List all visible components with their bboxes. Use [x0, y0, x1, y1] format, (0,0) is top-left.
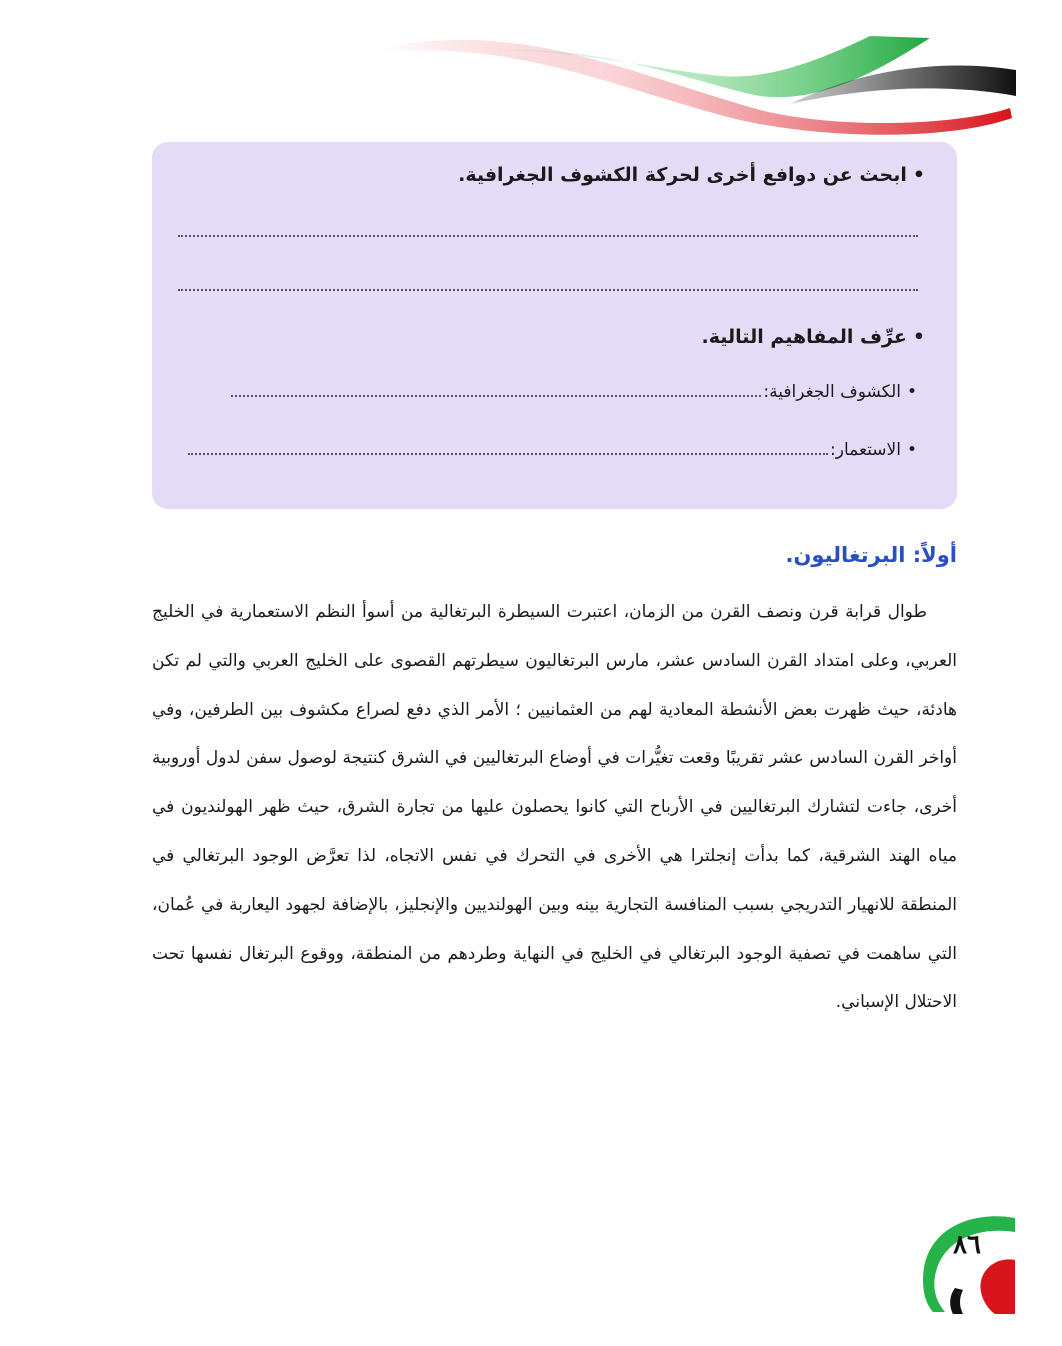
concept-label: الكشوف الجغرافية: — [763, 382, 901, 402]
bullet-icon: • — [912, 326, 925, 348]
paragraph-text: طوال قرابة قرن ونصف القرن من الزمان، اعتبرت السيطرة البرتغالية من أسوأ النظم الاستعمارية في الخليج العربي، وعلى امتداد القرن السادس عشر، مارس البرتغاليون سيطرتهم القصوى على الخليج العربي والتي لم تكن هادئة، حيث ظهرت بعض الأنشطة المعادية لهم من العثمانيين ؛ الأمر الذي دفع لصراع مكشوف بين الطرفين، وفي أواخر القرن السادس عشر تقريبًا وقعت تغيُّرات في أوضاع البرتغاليين في الشرق كنتيجة لوصول سفن لدول أوروبية أخرى، جاءت لتشارك البرتغاليين في الأرباح التي كانوا يحصلون عليها من تجارة الشرق، حيث ظهر الهولنديون في مياه الهند الشرقية، كما بدأت إنجلترا هي الأخرى في التحرك في نفس الاتجاه، لذا تعرَّض الوجود البرتغالي في المنطقة للانهيار التدريجي بسبب المنافسة التجارية بينه وبين الهولنديين والإنجليز، بالإضافة لجهود اليعاربة في عُمان، التي ساهمت في تصفية الوجود البرتغالي في الخليج في النهاية وطردهم من المنطقة، ووقوع البرتغال نفسها تحت الاحتلال الإسباني. — [152, 602, 957, 1013]
concept-item — [231, 382, 917, 402]
concept-item — [188, 440, 917, 460]
bullet-icon: • — [906, 382, 917, 402]
answer-line[interactable] — [188, 453, 828, 455]
answer-line[interactable] — [178, 289, 918, 291]
bullet-icon: • — [906, 440, 917, 460]
answer-line[interactable] — [178, 235, 918, 237]
section-heading: أولاً: البرتغاليون. — [785, 543, 957, 567]
activity-box — [152, 142, 957, 509]
page-number: ٨٦ — [953, 1230, 981, 1260]
activity-task-research — [458, 164, 925, 186]
task-text: عرِّف المفاهيم التالية. — [701, 326, 907, 348]
answer-line[interactable] — [231, 395, 761, 397]
activity-task-define — [702, 326, 925, 348]
bullet-icon: • — [912, 164, 925, 186]
task-text: ابحث عن دوافع أخرى لحركة الكشوف الجغرافية. — [458, 164, 907, 186]
body-paragraph — [152, 588, 957, 1027]
concept-label: الاستعمار: — [830, 440, 901, 460]
flag-ribbon-decoration — [0, 0, 1062, 140]
page-number-badge — [915, 1210, 1020, 1315]
